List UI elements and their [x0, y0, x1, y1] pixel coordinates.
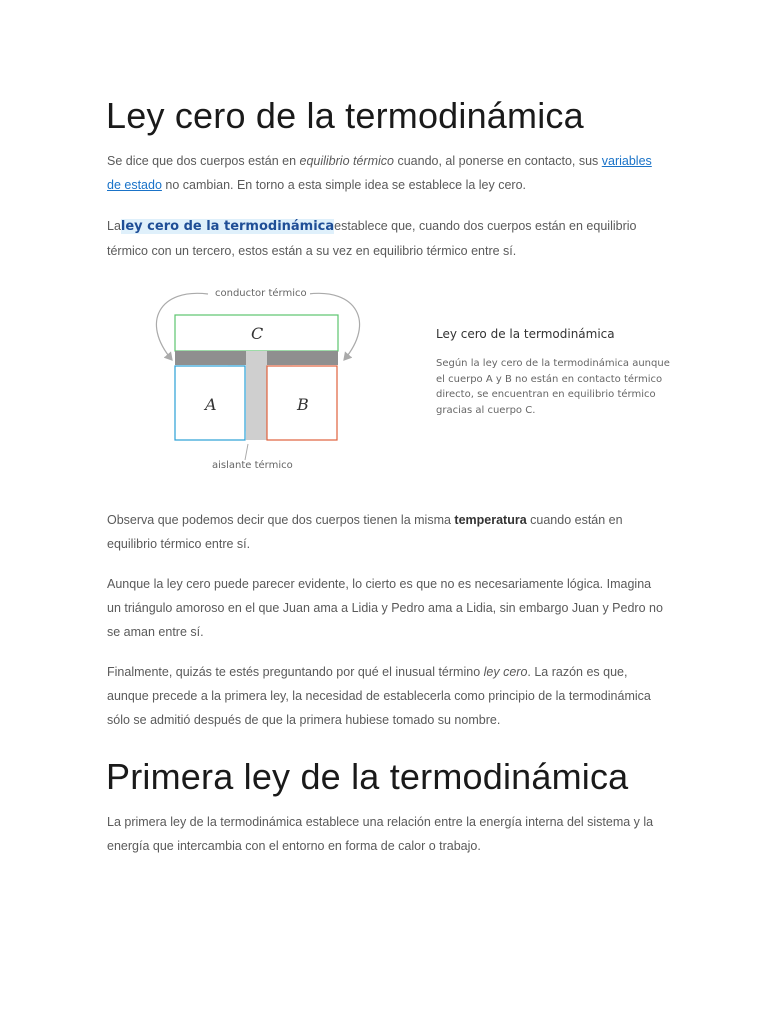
label-body-c: C	[251, 324, 264, 343]
label-body-a: A	[205, 395, 217, 414]
text: no cambian. En torno a esta simple idea se establece la ley cero.	[161, 178, 527, 192]
text: Finalmente, quizás te estés preguntando por qué el inusual término	[107, 665, 484, 679]
section-title-zeroth-law: Ley cero de la termodinámica	[106, 95, 584, 136]
highlight-zeroth-law: ley cero de la termodinámica	[120, 219, 335, 234]
figure-caption-title: Ley cero de la termodinámica	[436, 327, 615, 341]
text: Se dice que dos cuerpos están en	[107, 154, 300, 168]
text: La	[107, 219, 121, 233]
text: cuando, al ponerse en contacto, sus	[393, 154, 602, 168]
paragraph-name-origin	[107, 660, 667, 732]
paragraph-temperature	[107, 508, 667, 556]
text: cuando están en equilibrio térmico entre sí.	[107, 513, 623, 551]
thermal-insulator	[246, 351, 267, 440]
label-thermal-insulator: aislante térmico	[212, 460, 293, 471]
label-body-b: B	[297, 395, 309, 414]
paragraph-zeroth-law-statement	[107, 214, 667, 264]
figure-caption-text: Según la ley cero de la termodinámica aunque el cuerpo A y B no están en contacto térmico directo, se encuentran en equilibrio térmico gracias al cuerpo C.	[436, 358, 670, 416]
text: . La razón es que, aunque precede a la primera ley, la necesidad de establecerla como principio de la termodinámica sólo se admitió después de que la primera hubiese tomado su nombre.	[107, 665, 651, 727]
link-state-variables[interactable]: variables de estado	[107, 154, 652, 192]
text: establece que, cuando dos cuerpos están en equilibrio térmico con un tercero, estos están a su vez en equilibrio térmico entre sí.	[107, 219, 637, 258]
insulator-pointer	[245, 444, 248, 460]
label-thermal-conductor: conductor térmico	[212, 288, 310, 299]
emphasis-equilibrium: equilibrio térmico	[299, 154, 394, 168]
emphasis-zero-law: ley cero	[483, 665, 528, 679]
bold-temperature: temperatura	[454, 513, 527, 527]
paragraph-first-law: La primera ley de la termodinámica establece una relación entre la energía interna del sistema y la energía que intercambia con el entorno en forma de calor o trabajo.	[107, 815, 654, 853]
text: Observa que podemos decir que dos cuerpos tienen la misma	[107, 513, 455, 527]
zeroth-law-figure	[140, 282, 700, 482]
section-title-first-law: Primera ley de la termodinámica	[106, 756, 629, 797]
paragraph-love-triangle: Aunque la ley cero puede parecer evidente, lo cierto es que no es necesariamente lógica. Imagina un triángulo amoroso en el que Juan ama a Lidia y Pedro ama a Lidia, sin embargo Juan y Pedro no se aman entre sí.	[107, 577, 663, 639]
paragraph-thermal-equilibrium	[107, 149, 667, 197]
